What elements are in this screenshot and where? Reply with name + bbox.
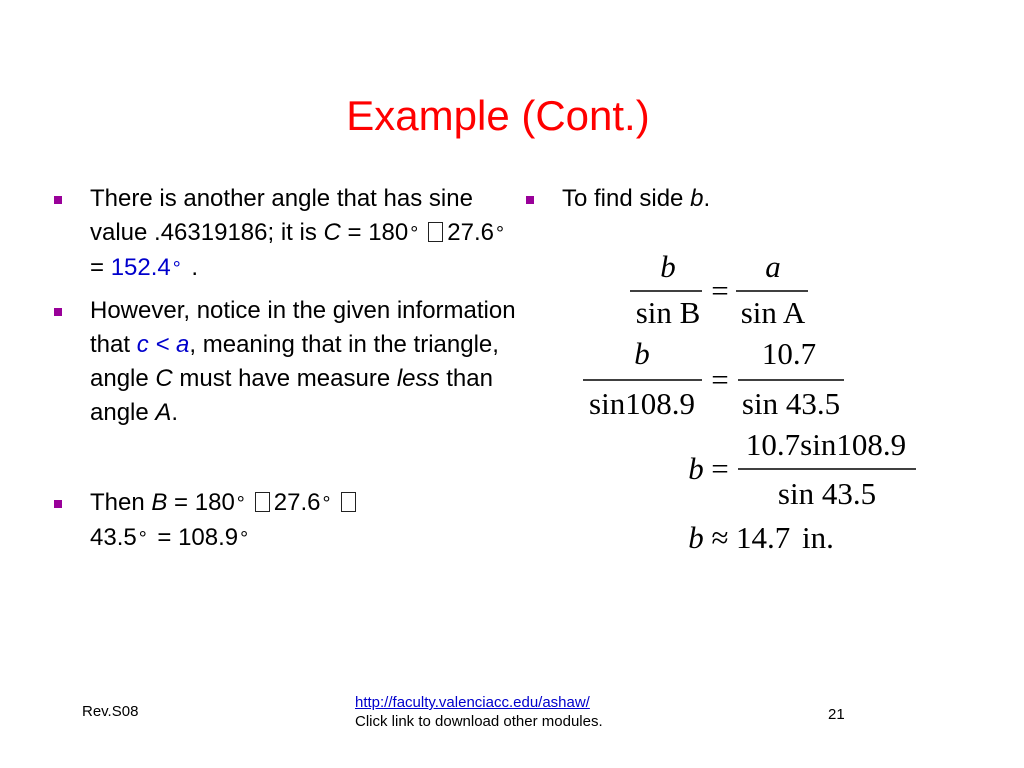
bullet-text: 43.5	[90, 524, 137, 551]
angle-c-var: C	[323, 219, 341, 246]
angle-c-var: C	[155, 365, 173, 392]
eq2-denominator-left: sin108.9	[589, 386, 695, 421]
eq1-denominator-left: sin B	[635, 295, 701, 330]
side-b-var: b	[690, 185, 704, 212]
modules-link[interactable]: http://faculty.valenciacc.edu/ashaw/	[355, 694, 590, 711]
bullet-text: However, notice in the given information that	[90, 297, 516, 358]
bullet-text: .	[184, 254, 199, 281]
bullet-text: must have measure	[172, 365, 397, 392]
degree-symbol: °	[495, 223, 504, 245]
bullet-text: .	[703, 185, 711, 212]
bullet-text: = 180	[340, 219, 409, 246]
degree-symbol: °	[236, 493, 245, 515]
degree-symbol: °	[138, 528, 147, 550]
degree-symbol: °	[172, 258, 181, 280]
bullet-text: = 180	[167, 489, 235, 516]
result-angle: 152.4	[110, 254, 171, 281]
bullet-text: .	[171, 399, 179, 426]
right-column	[524, 182, 964, 216]
eq2-denominator-right: sin 43.5	[741, 386, 841, 421]
missing-glyph-icon	[255, 492, 270, 512]
bullet-text: , meaning that in the triangle, angle	[90, 331, 499, 392]
eq4-unit: in.	[802, 520, 834, 555]
eq3-numerator: 10.7sin108.9	[745, 427, 907, 462]
eq4-value: 14.7	[736, 520, 791, 555]
missing-glyph-icon	[341, 492, 356, 512]
angle-a-var: A	[155, 399, 172, 426]
eq2-numerator-left: b	[634, 336, 650, 371]
bullet-then-b	[52, 486, 522, 556]
eq4-left: b	[688, 520, 704, 555]
eq1-denominator-right: sin A	[740, 295, 806, 330]
eq2-equals: =	[711, 362, 729, 397]
page-number: 21	[828, 706, 845, 723]
eq1-equals: =	[711, 273, 729, 308]
eq2-numerator-right: 10.7	[761, 336, 817, 371]
degree-symbol: °	[240, 528, 249, 550]
degree-symbol: °	[410, 223, 419, 245]
bullet-text: = 108.9	[150, 524, 239, 551]
law-of-sines-equations	[578, 246, 938, 566]
eq3-left: b	[688, 451, 704, 486]
angle-b-var: B	[151, 489, 168, 516]
bullet-text: To find side	[562, 185, 691, 212]
bullet-however	[52, 294, 522, 430]
bullet-square-icon	[526, 196, 534, 204]
bullet-text: 27.6	[273, 489, 321, 516]
bullet-square-icon	[54, 500, 62, 508]
equations-svg	[578, 246, 938, 566]
missing-glyph-icon	[428, 222, 443, 242]
link-caption: Click link to download other modules.	[355, 713, 603, 730]
footer-revision: Rev.S08	[82, 703, 139, 720]
bullet-text: 27.6	[447, 219, 494, 246]
left-column	[52, 182, 522, 556]
bullet-find-side-b	[524, 182, 964, 216]
eq1-numerator-right: a	[765, 249, 781, 284]
eq4-approx: ≈	[711, 520, 729, 555]
eq3-denominator: sin 43.5	[777, 476, 877, 511]
degree-symbol: °	[322, 493, 331, 515]
bullet-text: Then	[90, 489, 152, 516]
less-word: less	[396, 365, 440, 392]
slide-title: Example (Cont.)	[346, 92, 650, 139]
bullet-text: =	[90, 254, 111, 281]
eq3-equals: =	[711, 451, 729, 486]
c-less-than-a: c < a	[136, 331, 190, 358]
footer-link-block	[355, 693, 603, 731]
bullet-square-icon	[54, 308, 62, 316]
bullet-square-icon	[54, 196, 62, 204]
eq1-numerator-left: b	[660, 249, 676, 284]
bullet-text: than angle	[90, 365, 493, 426]
bullet-text: There is another angle that has sine value .46319186; it is	[90, 185, 473, 246]
bullet-another-angle	[52, 182, 522, 286]
